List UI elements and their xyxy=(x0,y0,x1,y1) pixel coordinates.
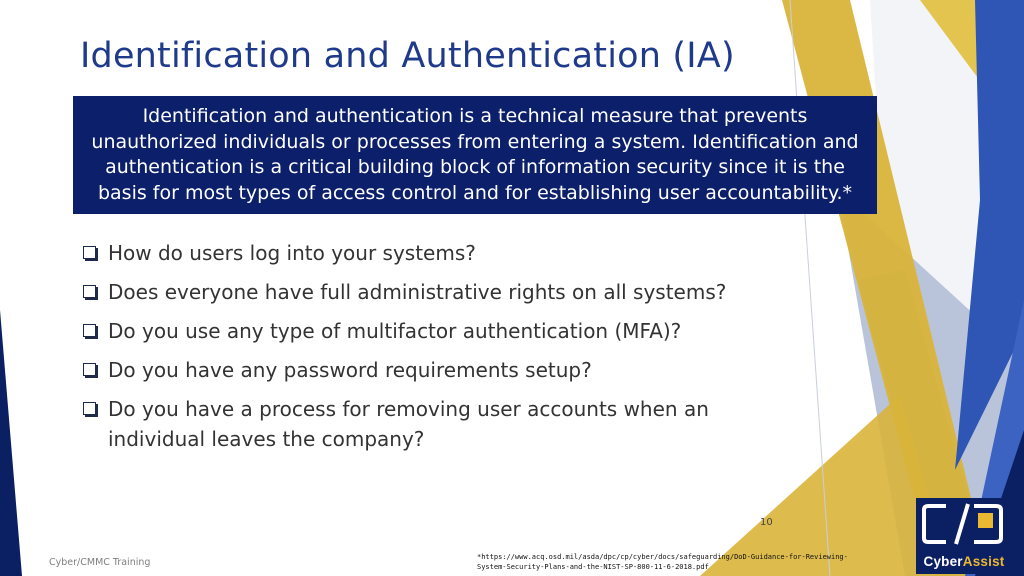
question-text: Does everyone have full administrative rights on all systems? xyxy=(108,280,727,304)
footnote-url: *https://www.acq.osd.mil/asda/dpc/cp/cyber/docs/safeguarding/DoD-Guidance-for-Reviewing-System-Security-Plans-and-the-NIST-SP-800-11-6-2018.pdf xyxy=(477,553,848,571)
list-item xyxy=(83,355,763,385)
logo-mark-icon xyxy=(916,498,1012,554)
footer-label: Cyber/CMMC Training xyxy=(49,557,151,568)
cyberassist-logo xyxy=(916,498,1012,574)
question-text: Do you have any password requirements setup? xyxy=(108,358,592,382)
question-text: Do you use any type of multifactor authentication (MFA)? xyxy=(108,319,682,343)
question-list xyxy=(83,238,763,463)
checkbox-icon xyxy=(83,363,96,376)
list-item xyxy=(83,238,763,268)
logo-wordmark xyxy=(916,554,1012,569)
list-item xyxy=(83,277,763,307)
left-navy-stripe xyxy=(0,310,22,576)
definition-text: Identification and authentication is a technical measure that prevents unauthorized individuals or processes from entering a system. Identification and authentication is a critical building block of information security since it is the basis for most types of access control and for establishing user accountability.* xyxy=(91,105,859,204)
checkbox-icon xyxy=(83,285,96,298)
question-text: How do users log into your systems? xyxy=(108,241,476,265)
definition-callout xyxy=(73,96,877,214)
page-number: 10 xyxy=(760,517,773,528)
checkbox-icon xyxy=(83,324,96,337)
list-item xyxy=(83,316,763,346)
logo-word-cyber: Cyber xyxy=(923,554,963,569)
question-text: Do you have a process for removing user accounts when an individual leaves the company? xyxy=(108,397,709,451)
page-title: Identification and Authentication (IA) xyxy=(80,36,735,76)
list-item xyxy=(83,394,763,454)
checkbox-icon xyxy=(83,246,96,259)
checkbox-icon xyxy=(83,402,96,415)
logo-word-assist: Assist xyxy=(962,554,1005,569)
